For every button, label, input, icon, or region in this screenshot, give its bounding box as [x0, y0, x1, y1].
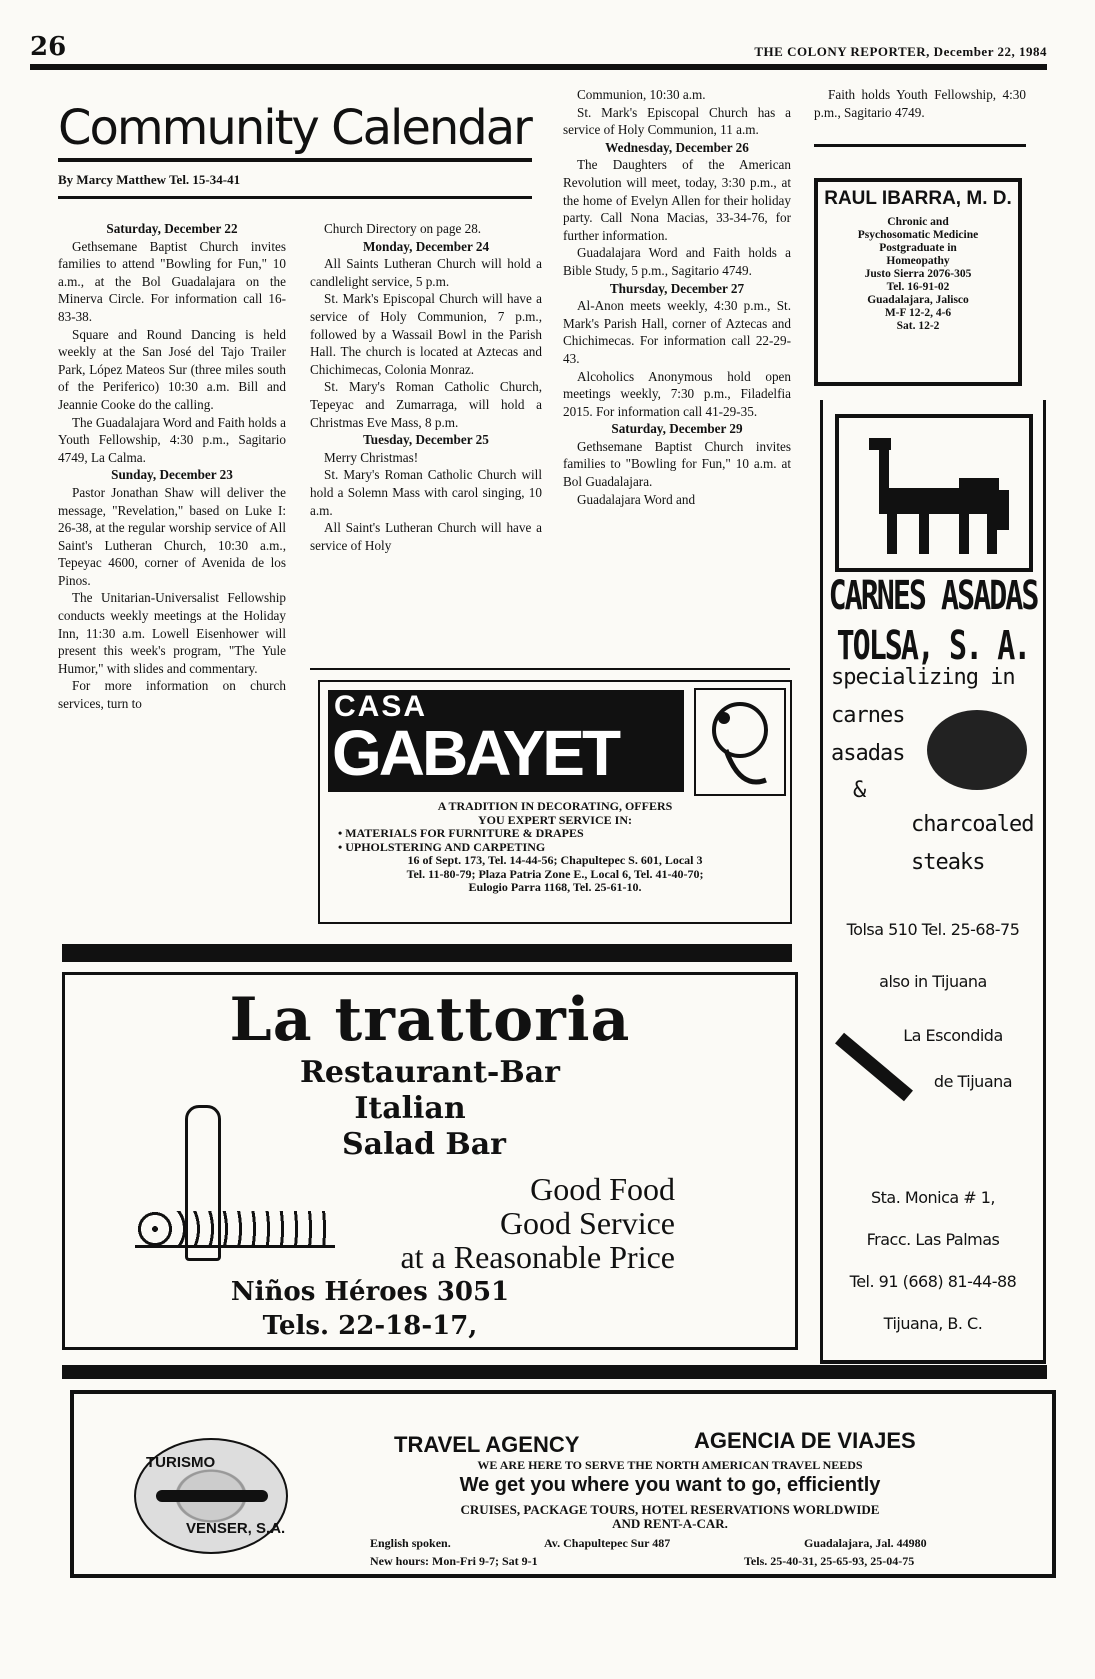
travel-english: English spoken. — [370, 1536, 451, 1550]
trattoria-line-1: Restaurant-Bar — [300, 1055, 560, 1090]
calendar-entry: Church Directory on page 28. — [324, 221, 482, 236]
food-illustration — [135, 1211, 335, 1248]
carnes-street: Sta. Monica # 1, — [870, 1188, 996, 1207]
gabayet-addr-2: Tel. 11-80-79; Plaza Patria Zone E., Local 6, Tel. 41-40-70; — [406, 866, 704, 881]
date-heading: Wednesday, December 26 — [605, 139, 749, 155]
calendar-entry: For more information on church services, turn to — [58, 678, 286, 712]
date-heading: Saturday, December 29 — [611, 421, 743, 437]
carnes-city: Tijuana, B. C. — [883, 1314, 983, 1333]
carnes-place-1: La Escondida — [903, 1026, 1003, 1045]
doctor-name: RAUL IBARRA, M. D. — [824, 188, 1012, 209]
carnes-name-2: TOLSA, S. A. — [836, 622, 1030, 670]
trattoria-address: Niños Héroes 3051 — [230, 1277, 510, 1307]
gabayet-addr-3: Eulogio Parra 1168, Tel. 25-61-10. — [468, 880, 642, 894]
carnes-address: Tolsa 510 Tel. 25-68-75 — [846, 920, 1020, 939]
travel-line-4: AND RENT-A-CAR. — [612, 1516, 728, 1531]
trattoria-top-bar — [62, 944, 792, 962]
header-rule — [30, 64, 1047, 70]
calendar-entry: Gethsemane Baptist Church invites families to "Bowling for Fun," 10 a.m. at Bol Guadalajara. — [563, 438, 791, 490]
date-heading: Monday, December 24 — [362, 238, 490, 254]
spec-2: carnes — [831, 703, 905, 728]
detail-line: Guadalajara, Jalisco — [867, 294, 969, 306]
trattoria-line-3: Salad Bar — [342, 1127, 506, 1162]
calendar-entry: Faith holds Youth Fellowship, 4:30 p.m., Sagitario 4749. — [814, 87, 1026, 120]
logo-venser: VENSER, S.A. — [186, 1520, 286, 1537]
byline-rule — [58, 196, 532, 199]
calendar-entry: Guadalajara Word and — [577, 491, 696, 507]
travel-agency-ad — [70, 1390, 1056, 1578]
carnes-asadas-ad — [820, 400, 1046, 1364]
gabayet-text — [328, 800, 782, 895]
peacock-illustration — [694, 688, 786, 796]
trattoria-name: La trattoria — [229, 985, 631, 1055]
date-heading: Saturday, December 22 — [106, 221, 238, 236]
steak-icon — [927, 710, 1027, 790]
carnes-tel: Tel. 91 (668) 81-44-88 — [849, 1272, 1017, 1291]
travel-address: Av. Chapultepec Sur 487 — [544, 1536, 671, 1550]
calendar-entry: St. Mark's Episcopal Church will have a service of Holy Communion, 7 p.m., followed by a Wassail Bowl in the Parish Hall. The church is located at Aztecas and Chichimecas, Colonia Monraz. — [310, 291, 542, 377]
gabayet-bullet-2-text: UPHOLSTERING AND CARPETING — [345, 839, 546, 854]
calendar-entry: Communion, 10:30 a.m. — [577, 87, 706, 102]
column-rule — [814, 144, 1026, 147]
calendar-entry: Pastor Jonathan Shaw will deliver the message, "Revelation," based on Luke I: 26-38, at the regular worship service of All Saint's Lutheran Church, 10:30 a.m., Tepeyac 4600, corner of Avenida de los Pinos. — [58, 484, 286, 588]
gabayet-bullet-1: • MATERIALS FOR FURNITURE & DRAPES — [338, 826, 584, 840]
detail-line: Sat. 12-2 — [896, 320, 940, 332]
calendar-entry: Gethsemane Baptist Church invites families to attend "Bowling for Fun," 10 a.m., at the Bol Guadalajara on the Minerva Circle. For information call 16-83-38. — [58, 238, 286, 324]
spec-1: specializing in — [831, 665, 1015, 690]
gabayet-casa: CASA — [334, 690, 428, 723]
calendar-entry: All Saint's Lutheran Church will have a service of Holy — [310, 520, 542, 553]
calendar-entry: Alcoholics Anonymous hold open meetings weekly, 7:30 p.m., Filadelfia 2015. For information call 41-29-35. — [563, 368, 791, 419]
detail-line: Justo Sierra 2076-305 — [864, 268, 972, 280]
casa-gabayet-ad — [318, 680, 792, 924]
logo-turismo: TURISMO — [146, 1454, 216, 1471]
calendar-entry: Square and Round Dancing is held weekly at the San José del Tajo Trailer Park, López Mateos Sur (three miles south of the Periferico) 10:30 a.m. Bill and Jeannie Cooke do the calling. — [58, 326, 286, 412]
travel-hours: New hours: Mon-Fri 9-7; Sat 9-1 — [370, 1554, 538, 1568]
calendar-entry: The Guadalajara Word and Faith holds a Youth Fellowship, 4:30 p.m., Sagitario 4749, La Calma. — [58, 414, 286, 465]
detail-line: Tel. 16-91-02 — [886, 281, 950, 293]
carnes-colonia: Fracc. Las Palmas — [866, 1230, 1000, 1249]
byline: By Marcy Matthew Tel. 15-34-41 — [58, 172, 241, 187]
section-title: Community Calendar — [58, 100, 531, 156]
trattoria-tel: Tels. 22-18-17, — [262, 1311, 478, 1341]
calendar-entry: The Unitarian-Universalist Fellowship conducts weekly meetings at the Holiday Inn, 11:30 a.m. Lowell Eisenhower will present this week's program, "The Yule Humor," with slides and commentary. — [58, 590, 286, 676]
spec-5: charcoaled — [911, 812, 1034, 837]
travel-top-bar — [62, 1365, 1047, 1379]
travel-title-en: TRAVEL AGENCY — [394, 1432, 580, 1457]
calendar-entry: Merry Christmas! — [324, 449, 419, 465]
gabayet-tag-1: A TRADITION IN DECORATING, OFFERS — [437, 799, 673, 813]
date-heading: Sunday, December 23 — [111, 467, 233, 483]
publication-header: THE COLONY REPORTER, December 22, 1984 — [754, 44, 1047, 59]
calendar-entry: The Daughters of the American Revolution will meet, today, 3:30 p.m., at the home of Evelyn Allen for their holiday party. Call Nona Macias, 33-34-76, for further information. — [563, 157, 791, 243]
gabayet-tag-2: YOU EXPERT SERVICE IN: — [478, 812, 632, 827]
trattoria-good-food: Good Food — [530, 1171, 675, 1207]
carnes-place-2: de Tijuana — [933, 1072, 1013, 1091]
ad-separator — [310, 668, 790, 670]
trattoria-ad — [62, 972, 798, 1350]
detail-line: M-F 12-2, 4-6 — [884, 307, 952, 319]
date-heading: Thursday, December 27 — [609, 280, 745, 296]
spec-6: steaks — [911, 850, 985, 875]
detail-line: Chronic and — [887, 216, 949, 228]
calendar-entry: St. Mary's Roman Catholic Church, Tepeyac and Zumarraga, will hold a Christmas Eve Mass, 8 p.m. — [310, 379, 542, 430]
calendar-column-3 — [563, 86, 791, 508]
carnes-also: also in Tijuana — [879, 972, 987, 991]
trattoria-line-2: Italian — [354, 1091, 466, 1126]
calendar-entry: St. Mark's Episcopal Church has a service of Holy Communion, 11 a.m. — [563, 104, 791, 138]
title-rule — [58, 158, 532, 162]
calendar-entry: All Saints Lutheran Church will hold a candlelight service, 5 p.m. — [310, 256, 542, 289]
calendar-column-2 — [310, 220, 542, 554]
gabayet-addr-1: 16 of Sept. 173, Tel. 14-44-56; Chapultepec S. 601, Local 3 — [407, 853, 703, 867]
detail-line: Homeopathy — [886, 255, 950, 267]
detail-line: Psychosomatic Medicine — [857, 229, 979, 241]
raul-ibarra-ad — [814, 178, 1022, 386]
spec-4: & — [853, 778, 866, 803]
travel-line-1: WE ARE HERE TO SERVE THE NORTH AMERICAN TRAVEL NEEDS — [477, 1458, 863, 1472]
travel-city: Guadalajara, Jal. 44980 — [804, 1536, 927, 1550]
detail-line: Postgraduate in — [879, 242, 957, 254]
travel-line-3: CRUISES, PACKAGE TOURS, HOTEL RESERVATIONS WORLDWIDE — [460, 1502, 880, 1517]
spec-3: asadas — [831, 741, 905, 766]
calendar-entry: Al-Anon meets weekly, 4:30 p.m., St. Mark's Parish Hall, corner of Aztecas and Chichimecas. For information call 22-29-43. — [563, 298, 791, 366]
travel-title-es: AGENCIA DE VIAJES — [694, 1428, 916, 1453]
carnes-name-1: CARNES ASADAS — [828, 572, 1038, 620]
calendar-column-4 — [814, 86, 1026, 121]
trattoria-good-service: Good Service — [499, 1205, 675, 1241]
travel-line-2: We get you where you want to go, efficiently — [459, 1474, 881, 1496]
trattoria-price: at a Reasonable Price — [400, 1239, 675, 1275]
airplane-icon — [156, 1490, 268, 1502]
gabayet-name: GABAYET — [332, 717, 619, 789]
gabayet-bullet-1-text: MATERIALS FOR FURNITURE & DRAPES — [345, 826, 584, 840]
page-number: 26 — [30, 32, 67, 62]
deer-illustration — [835, 414, 1033, 572]
travel-tels: Tels. 25-40-31, 25-65-93, 25-04-75 — [744, 1554, 915, 1568]
date-heading: Tuesday, December 25 — [363, 432, 489, 448]
calendar-entry: Guadalajara Word and Faith holds a Bible Study, 5 p.m., Sagitario 4749. — [563, 245, 791, 278]
calendar-entry: St. Mary's Roman Catholic Church will hold a Solemn Mass with carol singing, 10 a.m. — [310, 467, 542, 518]
doctor-details — [818, 216, 1018, 333]
turismo-venser-logo — [134, 1438, 288, 1554]
calendar-column-1 — [58, 220, 286, 713]
gabayet-bullet-2: • UPHOLSTERING AND CARPETING — [338, 839, 546, 854]
